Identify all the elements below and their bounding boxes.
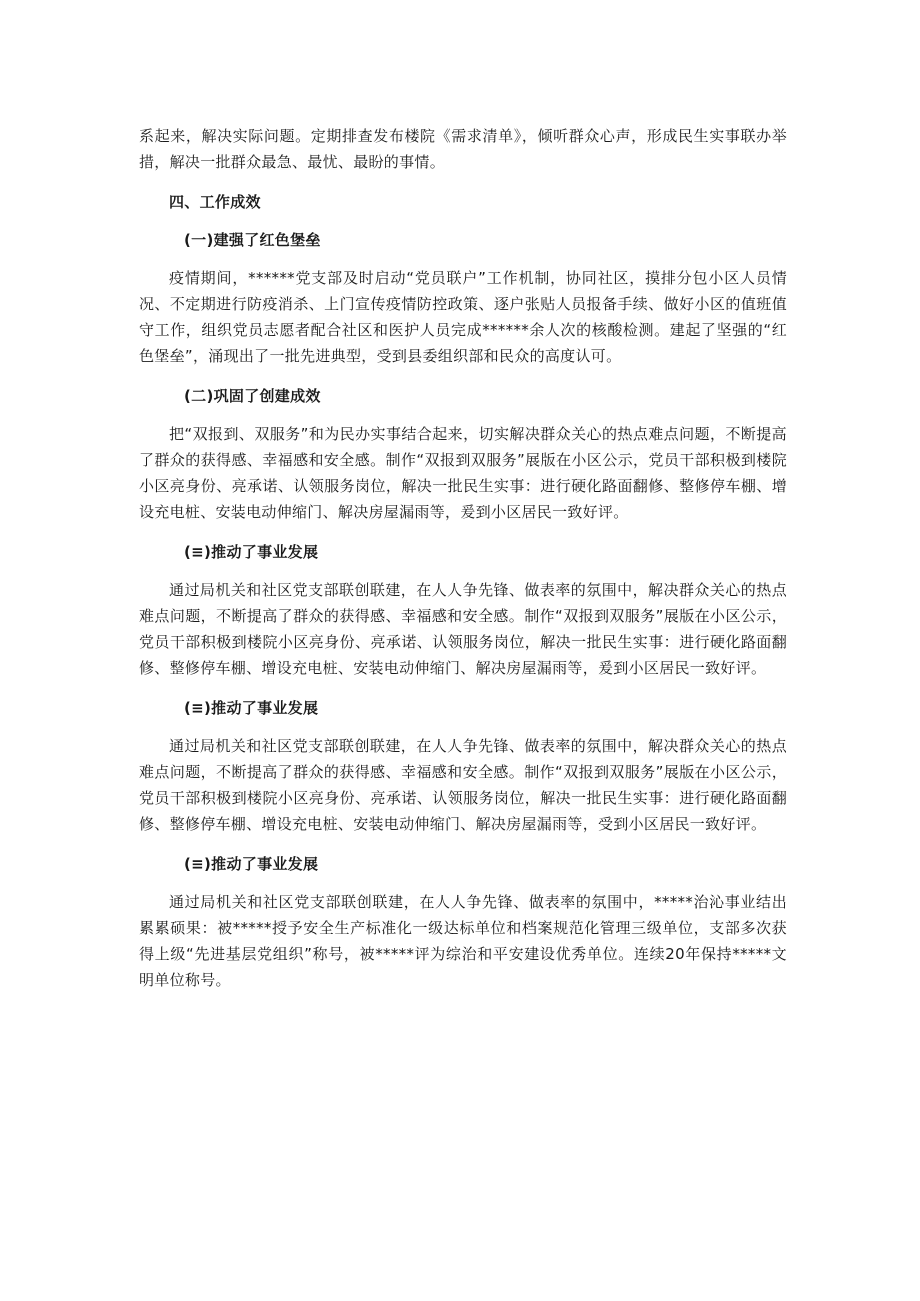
section-heading: 四、工作成效 [169, 193, 261, 211]
subsection-body-2: 把“双报到、双服务”和为民办实事结合起来，切实解决群众关心的热点难点问题，不断提高了群众的获得感、幸福感和安全感。制作“双报到双服务”展版在小区公示，党员干部积极到楼院小区亮身份、亮承诺、认领服务岗位，解决一批民生实事：进行硬化路面翻修、整修停车棚、增设充电桩、安装电动伸缩门、解决房屋漏雨等，爰到小区居民一致好评。 [139, 425, 787, 521]
subsection-heading-4: (≡)推动了事业发展 [184, 699, 319, 717]
subsection-heading-2: (二)巩固了创建成效 [184, 387, 321, 405]
subsection-heading-5: (≡)推动了事业发展 [184, 855, 319, 873]
subsection-heading-3: (≡)推动了事业发展 [184, 543, 319, 561]
subsection-body-1: 疫情期间，******党支部及时启动“党员联户”工作机制，协同社区，摸排分包小区人员情况、不定期进行防疫消杀、上门宣传疫情防控政策、逐户张贴人员报备手续、做好小区的值班值守工作，组织党员志愿者配合社区和医护人员完成******余人次的核酸检测。建起了坚强的“红色堡垒”，涌现出了一批先进典型，受到县委组织部和民众的高度认可。 [139, 269, 787, 365]
subsection-body-5: 通过局机关和社区党支部联创联建，在人人争先锋、做表率的氛围中，*****治沁事业结出累累硕果：被*****授予安全生产标准化一级达标单位和档案规范化管理三级单位，支部多次获得上级“先进基层党组织”称号，被*****评为综治和平安建设优秀单位。连续20年保持*****文明单位称号。 [139, 893, 787, 989]
document-page [139, 123, 787, 993]
subsection-body-3: 通过局机关和社区党支部联创联建，在人人争先锋、做表率的氛围中，解决群众关心的热点难点问题，不断提高了群众的获得感、幸福感和安全感。制作“双报到双服务”展版在小区公示，党员干部积极到楼院小区亮身份、亮承诺、认领服务岗位，解决一批民生实事：进行硬化路面翻修、整修停车棚、增设充电桩、安装电动伸缩门、解决房屋漏雨等，爰到小区居民一致好评。 [139, 581, 787, 677]
subsection-heading-1: (一)建强了红色堡垒 [184, 231, 321, 249]
subsection-body-4: 通过局机关和社区党支部联创联建，在人人争先锋、做表率的氛围中，解决群众关心的热点难点问题，不断提高了群众的获得感、幸福感和安全感。制作“双报到双服务”展版在小区公示，党员干部积极到楼院小区亮身份、亮承诺、认领服务岗位，解决一批民生实事：进行硬化路面翻修、整修停车棚、增设充电桩、安装电动伸缩门、解决房屋漏雨等，受到小区居民一致好评。 [139, 737, 787, 833]
intro-paragraph: 系起来，解决实际问题。定期排查发布楼院《需求清单》，倾听群众心声，形成民生实事联办举措，解决一批群众最急、最忧、最盼的事情。 [139, 127, 787, 171]
